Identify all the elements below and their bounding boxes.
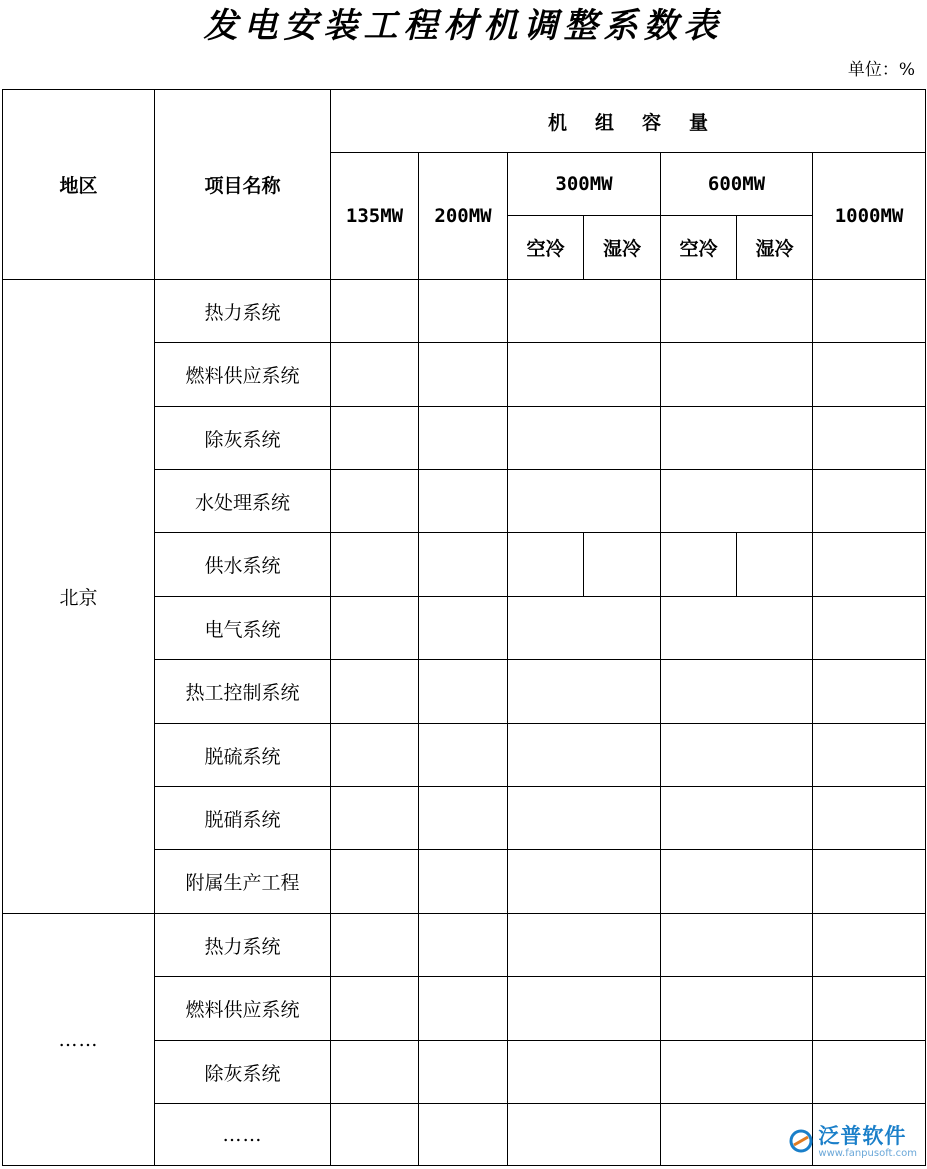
value-cell[interactable] <box>813 1041 926 1104</box>
value-cell[interactable] <box>661 977 813 1041</box>
value-cell[interactable] <box>419 850 508 914</box>
project-name-cell: 燃料供应系统 <box>155 343 331 407</box>
value-cell[interactable] <box>813 470 926 533</box>
value-cell[interactable] <box>508 724 661 787</box>
value-cell[interactable] <box>419 1041 508 1104</box>
value-cell-600mw-wet[interactable] <box>737 533 813 597</box>
coefficient-table <box>2 89 926 1166</box>
value-cell[interactable] <box>419 914 508 977</box>
value-cell[interactable] <box>813 280 926 343</box>
project-name-cell: 除灰系统 <box>155 407 331 470</box>
value-cell[interactable] <box>661 597 813 660</box>
value-cell[interactable] <box>508 407 661 470</box>
header-region: 地区 <box>3 90 155 280</box>
value-cell[interactable] <box>419 597 508 660</box>
value-cell[interactable] <box>661 914 813 977</box>
project-name-cell: 热力系统 <box>155 280 331 343</box>
header-135mw: 135MW <box>331 153 419 280</box>
value-cell[interactable] <box>419 977 508 1041</box>
project-name-cell: 脱硫系统 <box>155 724 331 787</box>
value-cell[interactable] <box>331 343 419 407</box>
header-300mw-air-cooling: 空冷 <box>508 216 584 280</box>
value-cell[interactable] <box>508 597 661 660</box>
value-cell[interactable] <box>508 914 661 977</box>
value-cell[interactable] <box>419 470 508 533</box>
project-name-cell: 供水系统 <box>155 533 331 597</box>
value-cell[interactable] <box>331 660 419 724</box>
project-name-cell: 水处理系统 <box>155 470 331 533</box>
value-cell[interactable] <box>331 977 419 1041</box>
value-cell[interactable] <box>331 280 419 343</box>
value-cell[interactable] <box>813 724 926 787</box>
value-cell[interactable] <box>813 533 926 597</box>
value-cell[interactable] <box>661 724 813 787</box>
value-cell[interactable] <box>508 1041 661 1104</box>
fanpu-logo-icon <box>788 1128 814 1158</box>
table-title: 发电安装工程材机调整系数表 <box>203 6 724 46</box>
project-name-cell: 热力系统 <box>155 914 331 977</box>
value-cell[interactable] <box>508 280 661 343</box>
header-200mw: 200MW <box>419 153 508 280</box>
value-cell[interactable] <box>508 343 661 407</box>
value-cell[interactable] <box>508 977 661 1041</box>
value-cell[interactable] <box>813 660 926 724</box>
project-name-cell: 附属生产工程 <box>155 850 331 914</box>
value-cell[interactable] <box>508 850 661 914</box>
project-name-cell: …… <box>155 1104 331 1166</box>
header-600mw-air-cooling: 空冷 <box>661 216 737 280</box>
value-cell[interactable] <box>813 977 926 1041</box>
value-cell[interactable] <box>331 1041 419 1104</box>
value-cell[interactable] <box>419 280 508 343</box>
value-cell[interactable] <box>419 660 508 724</box>
value-cell[interactable] <box>331 787 419 850</box>
value-cell-300mw-wet[interactable] <box>584 533 661 597</box>
value-cell[interactable] <box>661 280 813 343</box>
value-cell[interactable] <box>331 850 419 914</box>
value-cell[interactable] <box>331 470 419 533</box>
header-600mw: 600MW <box>661 153 813 216</box>
header-1000mw: 1000MW <box>813 153 926 280</box>
value-cell[interactable] <box>661 660 813 724</box>
value-cell-300mw-air[interactable] <box>508 533 584 597</box>
value-cell[interactable] <box>419 787 508 850</box>
watermark-name: 泛普软件 <box>818 1124 907 1148</box>
value-cell[interactable] <box>508 787 661 850</box>
header-unit-capacity: 机组容量 <box>331 90 926 153</box>
value-cell[interactable] <box>661 1041 813 1104</box>
value-cell[interactable] <box>419 533 508 597</box>
value-cell[interactable] <box>331 724 419 787</box>
value-cell[interactable] <box>331 407 419 470</box>
value-cell[interactable] <box>813 407 926 470</box>
value-cell[interactable] <box>661 343 813 407</box>
watermark-url: www.fanpusoft.com <box>818 1148 917 1159</box>
value-cell[interactable] <box>813 914 926 977</box>
value-cell[interactable] <box>419 407 508 470</box>
value-cell[interactable] <box>508 660 661 724</box>
project-name-cell: 热工控制系统 <box>155 660 331 724</box>
value-cell[interactable] <box>331 597 419 660</box>
value-cell[interactable] <box>508 1104 661 1166</box>
project-name-cell: 脱硝系统 <box>155 787 331 850</box>
project-name-cell: 燃料供应系统 <box>155 977 331 1041</box>
value-cell[interactable] <box>661 407 813 470</box>
value-cell[interactable] <box>419 724 508 787</box>
value-cell[interactable] <box>661 850 813 914</box>
value-cell[interactable] <box>813 343 926 407</box>
value-cell[interactable] <box>419 1104 508 1166</box>
value-cell[interactable] <box>813 787 926 850</box>
value-cell[interactable] <box>813 850 926 914</box>
watermark <box>788 1126 917 1159</box>
project-name-cell: 电气系统 <box>155 597 331 660</box>
project-name-cell: 除灰系统 <box>155 1041 331 1104</box>
region-cell: …… <box>3 914 155 1166</box>
unit-label: 单位：% <box>847 60 915 80</box>
value-cell[interactable] <box>661 470 813 533</box>
value-cell[interactable] <box>331 914 419 977</box>
value-cell[interactable] <box>813 597 926 660</box>
value-cell[interactable] <box>331 533 419 597</box>
header-project-name: 项目名称 <box>155 90 331 280</box>
header-300mw-wet-cooling: 湿冷 <box>584 216 661 280</box>
value-cell-600mw-air[interactable] <box>661 533 737 597</box>
value-cell[interactable] <box>661 787 813 850</box>
header-300mw: 300MW <box>508 153 661 216</box>
value-cell[interactable] <box>508 470 661 533</box>
value-cell[interactable] <box>331 1104 419 1166</box>
value-cell[interactable] <box>419 343 508 407</box>
header-600mw-wet-cooling: 湿冷 <box>737 216 813 280</box>
region-cell: 北京 <box>3 280 155 914</box>
